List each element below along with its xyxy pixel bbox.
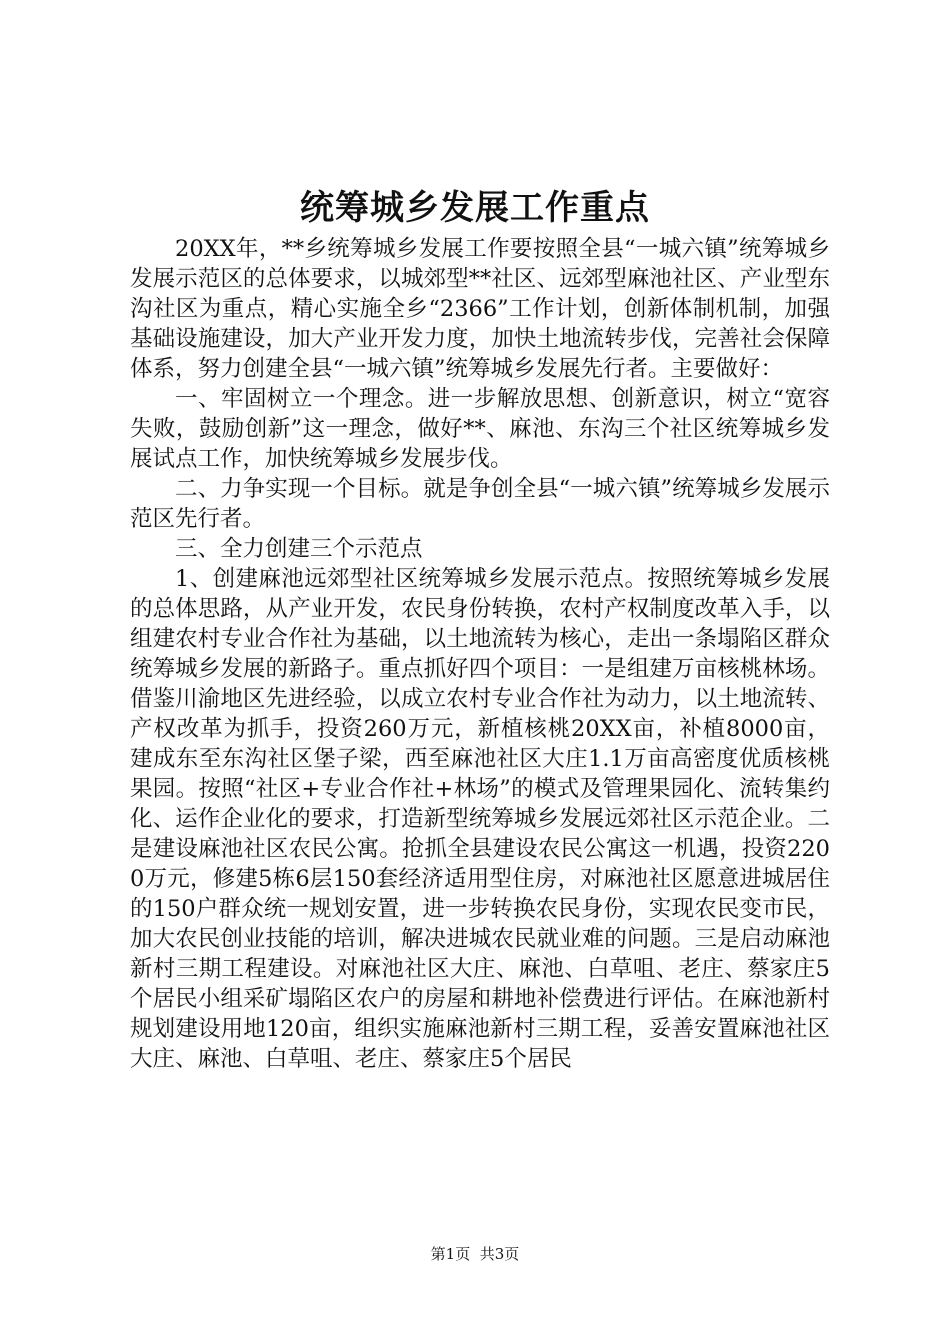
paragraph-item-2: 二、力争实现一个目标。就是争创全县“一城六镇”统筹城乡发展示范区先行者。 bbox=[130, 476, 830, 532]
paragraph-intro: 20XX年，**乡统筹城乡发展工作要按照全县“一城六镇”统筹城乡发展示范区的总体要求，以城郊型**社区、远郊型麻池社区、产业型东沟社区为重点，精心实施全乡“2366”工作计划，创新体制机制，加强基础设施建设，加大产业开发力度，加快土地流转步伐，完善社会保障体系，努力创建全县“一城六镇”统筹城乡发展先行者。主要做好： bbox=[130, 236, 830, 382]
page-total: 共3页 bbox=[479, 1245, 520, 1263]
paragraph-subitem-1: 1、创建麻池远郊型社区统筹城乡发展示范点。按照统筹城乡发展的总体思路，从产业开发，农民身份转换，农村产权制度改革入手，以组建农村专业合作社为基础，以土地流转为核心，走出一条塌陷区群众统筹城乡发展的新路子。重点抓好四个项目：一是组建万亩核桃林场。借鉴川渝地区先进经验，以成立农村专业合作社为动力，以土地流转、产权改革为抓手，投资260万元，新植核桃20XX亩，补植8000亩，建成东至东沟社区堡子梁，西至麻池社区大庄1.1万亩高密度优质核桃果园。按照“社区+专业合作社+林场”的模式及管理果园化、流转集约化、运作企业化的要求，打造新型统筹城乡发展远郊社区示范企业。二是建设麻池社区农民公寓。抢抓全县建设农民公寓这一机遇，投资2200万元，修建5栋6层150套经济适用型住房，对麻池社区愿意进城居住的150户群众统一规划安置，进一步转换农民身份，实现农民变市民，加大农民创业技能的培训，解决进城农民就业难的问题。三是启动麻池新村三期工程建设。对麻池社区大庄、麻池、白草咀、老庄、蔡家庄5个居民小组采矿塌陷区农户的房屋和耕地补偿费进行评估。在麻池新村规划建设用地120亩，组织实施麻池新村三期工程，妥善安置麻池社区大庄、麻池、白草咀、老庄、蔡家庄5个居民 bbox=[130, 566, 830, 1072]
page-number: 第1页 bbox=[430, 1245, 471, 1263]
document-title: 统筹城乡发展工作重点 bbox=[300, 188, 650, 228]
paragraph-item-3-heading: 三、全力创建三个示范点 bbox=[175, 536, 423, 562]
document-body bbox=[130, 234, 830, 1074]
page-footer bbox=[0, 1244, 950, 1264]
paragraph-item-1: 一、牢固树立一个理念。进一步解放思想、创新意识，树立“宽容失败，鼓励创新”这一理念，做好**、麻池、东沟三个社区统筹城乡发展试点工作，加快统筹城乡发展步伐。 bbox=[130, 386, 830, 472]
